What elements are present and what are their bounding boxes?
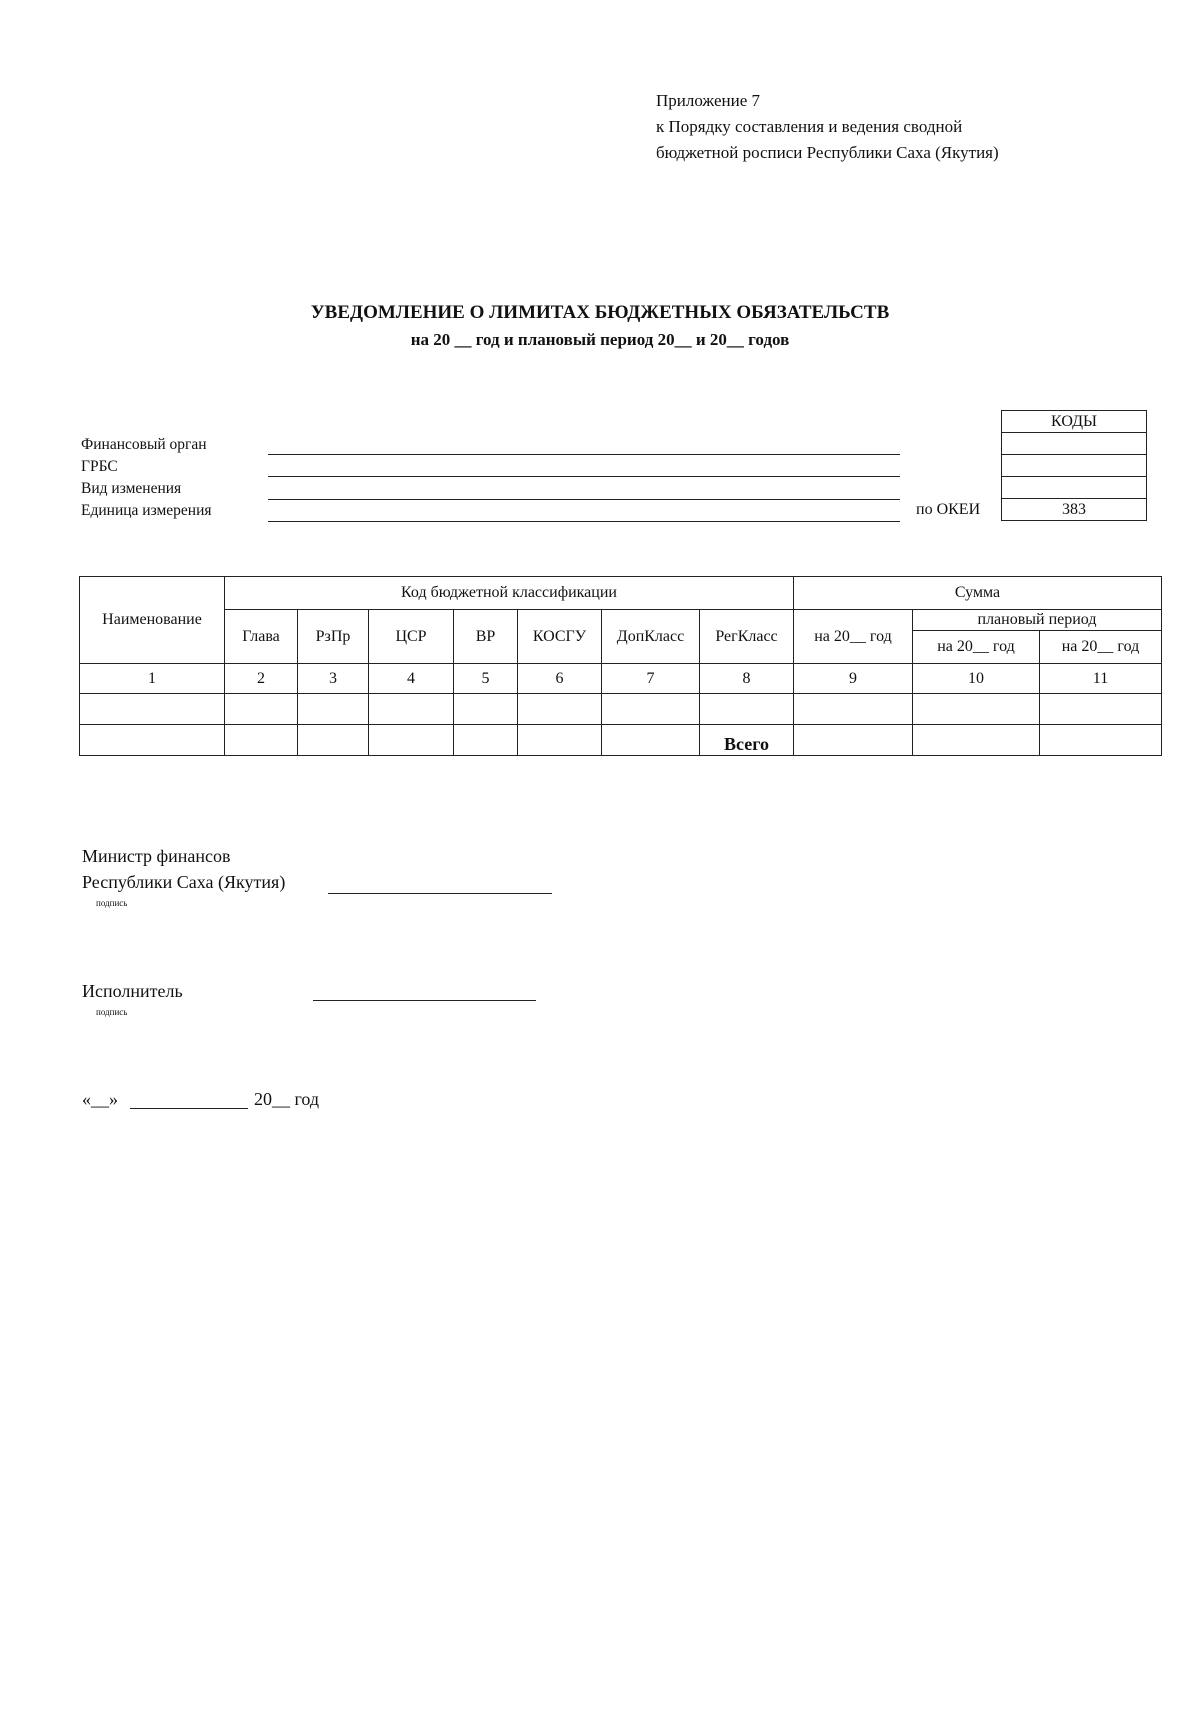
signature-caption: подпись bbox=[96, 1007, 128, 1017]
col-number: 5 bbox=[454, 664, 518, 694]
col-year-next: на 20__ год bbox=[913, 631, 1040, 664]
table-cell[interactable] bbox=[80, 694, 225, 725]
table-cell[interactable] bbox=[913, 694, 1040, 725]
col-year-after: на 20__ год bbox=[1040, 631, 1162, 664]
table-row bbox=[80, 694, 1162, 725]
col-rzpr: РзПр bbox=[298, 610, 369, 664]
signature-caption: подпись bbox=[96, 898, 128, 908]
col-regklass: РегКласс bbox=[700, 610, 794, 664]
table-cell[interactable] bbox=[602, 694, 700, 725]
name-header: Наименование bbox=[80, 577, 225, 664]
fin-organ-field[interactable] bbox=[268, 454, 900, 455]
document-subtitle: на 20 __ год и плановый период 20__ и 20__ годов bbox=[410, 330, 790, 349]
col-number: 2 bbox=[225, 664, 298, 694]
col-number: 3 bbox=[298, 664, 369, 694]
date-year: 20__ год bbox=[254, 1089, 320, 1109]
code-cell-change-type[interactable] bbox=[1002, 477, 1147, 499]
col-number: 7 bbox=[602, 664, 700, 694]
col-number: 1 bbox=[80, 664, 225, 694]
appendix-line-3: бюджетной росписи Республики Саха (Якутия) bbox=[656, 143, 999, 162]
col-year-current: на 20__ год bbox=[794, 610, 913, 664]
table-cell[interactable] bbox=[80, 725, 225, 756]
table-cell[interactable] bbox=[518, 694, 602, 725]
codes-header: КОДЫ bbox=[1002, 411, 1147, 433]
appendix-line-1: Приложение 7 bbox=[656, 91, 760, 110]
change-type-label: Вид изменения bbox=[81, 480, 182, 497]
date-day: «__» bbox=[82, 1089, 118, 1109]
col-glava: Глава bbox=[225, 610, 298, 664]
change-type-field[interactable] bbox=[268, 499, 900, 500]
code-cell-fin-organ[interactable] bbox=[1002, 433, 1147, 455]
column-numbers-row bbox=[80, 664, 1162, 694]
planning-period-header: плановый период bbox=[913, 610, 1162, 631]
table-cell[interactable] bbox=[298, 725, 369, 756]
col-number: 11 bbox=[1040, 664, 1162, 694]
appendix-block bbox=[656, 88, 999, 166]
col-number: 10 bbox=[913, 664, 1040, 694]
code-cell-grbs[interactable] bbox=[1002, 455, 1147, 477]
executor-signature-field[interactable] bbox=[313, 1000, 536, 1001]
table-cell[interactable] bbox=[454, 694, 518, 725]
minister-title-line-1: Министр финансов bbox=[82, 846, 231, 866]
table-cell[interactable] bbox=[225, 694, 298, 725]
col-vr: ВР bbox=[454, 610, 518, 664]
col-kosgu: КОСГУ bbox=[518, 610, 602, 664]
document-title: УВЕДОМЛЕНИЕ О ЛИМИТАХ БЮДЖЕТНЫХ ОБЯЗАТЕЛЬСТВ bbox=[310, 302, 890, 323]
table-cell[interactable] bbox=[1040, 694, 1162, 725]
col-number: 6 bbox=[518, 664, 602, 694]
classification-header: Код бюджетной классификации bbox=[225, 577, 794, 610]
col-dopklass: ДопКласс bbox=[602, 610, 700, 664]
total-year-next-cell[interactable] bbox=[913, 725, 1040, 756]
limits-table bbox=[79, 576, 1162, 756]
unit-label: Единица измерения bbox=[81, 502, 212, 519]
table-cell[interactable] bbox=[700, 694, 794, 725]
table-cell[interactable] bbox=[794, 694, 913, 725]
okei-label: по ОКЕИ bbox=[916, 501, 981, 518]
grbs-label: ГРБС bbox=[81, 458, 118, 475]
total-year-current-cell[interactable] bbox=[794, 725, 913, 756]
col-number: 4 bbox=[369, 664, 454, 694]
fin-organ-label: Финансовый орган bbox=[81, 436, 207, 453]
code-cell-okei: 383 bbox=[1002, 499, 1147, 521]
appendix-line-2: к Порядку составления и ведения сводной bbox=[656, 117, 963, 136]
codes-box bbox=[1001, 410, 1147, 521]
col-csr: ЦСР bbox=[369, 610, 454, 664]
table-cell[interactable] bbox=[225, 725, 298, 756]
table-cell[interactable] bbox=[454, 725, 518, 756]
executor-label: Исполнитель bbox=[82, 981, 183, 1001]
table-cell[interactable] bbox=[602, 725, 700, 756]
table-cell[interactable] bbox=[369, 725, 454, 756]
date-month-field[interactable] bbox=[130, 1108, 248, 1109]
table-cell[interactable] bbox=[518, 725, 602, 756]
minister-signature-field[interactable] bbox=[328, 893, 552, 894]
minister-title-line-2: Республики Саха (Якутия) bbox=[82, 872, 286, 892]
table-cell[interactable] bbox=[369, 694, 454, 725]
table-cell[interactable] bbox=[298, 694, 369, 725]
grbs-field[interactable] bbox=[268, 476, 900, 477]
total-row bbox=[80, 725, 1162, 756]
total-label: Всего bbox=[700, 725, 794, 756]
col-number: 8 bbox=[700, 664, 794, 694]
col-number: 9 bbox=[794, 664, 913, 694]
total-year-after-cell[interactable] bbox=[1040, 725, 1162, 756]
unit-field[interactable] bbox=[268, 521, 900, 522]
sum-header: Сумма bbox=[794, 577, 1162, 610]
